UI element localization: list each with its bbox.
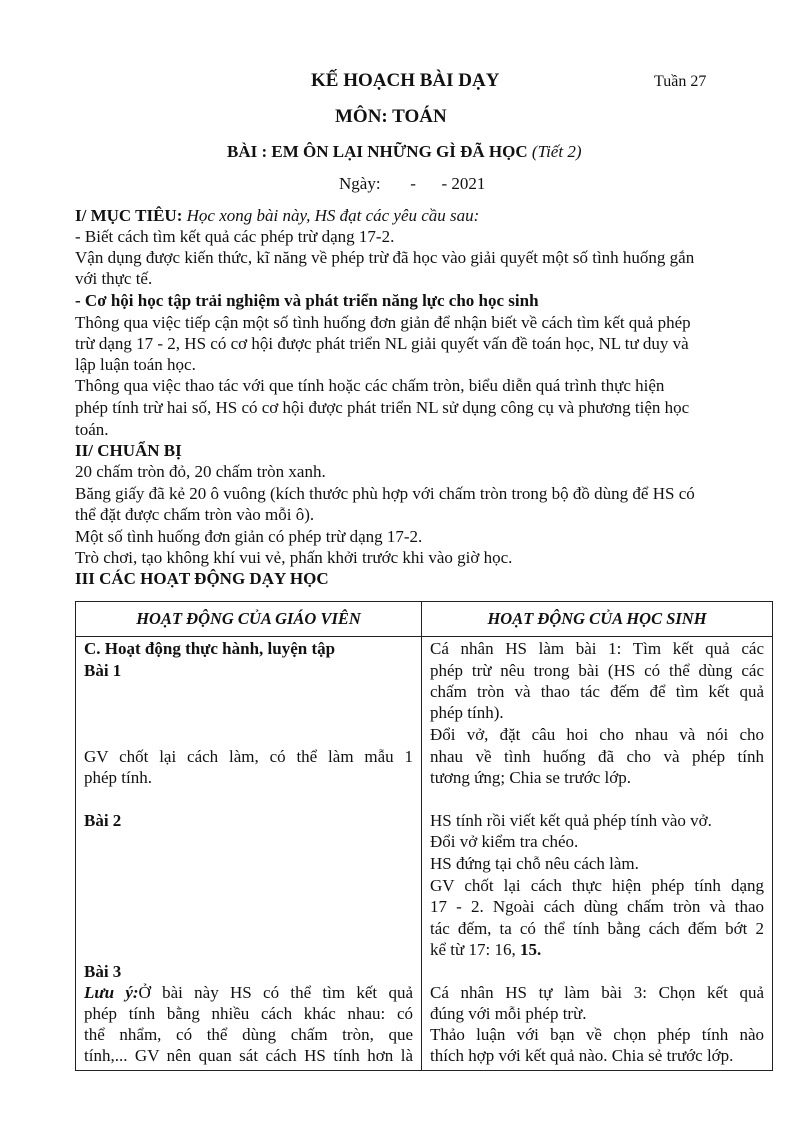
student-line: Cá nhân HS làm bài 1: Tìm kết quả các: [430, 639, 764, 658]
preparation-line: 20 chấm tròn đỏ, 20 chấm tròn xanh.: [75, 462, 326, 481]
student-line: nhau về tình huống đã cho và phép tính: [430, 747, 764, 766]
objective-line: toán.: [75, 420, 109, 439]
activities-heading: III CÁC HOẠT ĐỘNG DẠY HỌC: [75, 569, 329, 588]
student-line: GV chốt lại cách thực hiện phép tính dạng: [430, 876, 764, 895]
preparation-heading: II/ CHUẨN BỊ: [75, 441, 182, 460]
student-line-bold: 15.: [519, 940, 542, 959]
student-line: đúng với mỗi phép trừ.: [430, 1004, 587, 1023]
preparation-line: Băng giấy đã kẻ 20 ô vuông (kích thước phù hợp với chấm tròn trong bộ đồ dùng để HS có: [75, 484, 695, 503]
note-label: Lưu ý:: [84, 983, 139, 1002]
exercise-2-label: Bài 2: [84, 811, 122, 830]
teacher-line: GV chốt lại cách làm, có thể làm mẫu 1: [84, 747, 413, 766]
objective-line: - Biết cách tìm kết quả các phép trừ dạng 17-2.: [75, 227, 395, 246]
student-line-text: kể từ 17: 16,: [430, 940, 520, 959]
student-line: Đổi vở, đặt câu hoi cho nhau và nói cho: [430, 725, 764, 744]
lesson-name: BÀI : EM ÔN LẠI NHỮNG GÌ ĐÃ HỌC: [227, 142, 528, 161]
teacher-note-line: [84, 983, 413, 1003]
lesson-title: [227, 142, 582, 162]
teacher-cell: [76, 637, 422, 1071]
table-header-row: [76, 602, 773, 637]
objective-line: phép tính trừ hai số, HS có cơ hội được phát triển NL sử dụng công cụ và phương tiện học: [75, 398, 690, 417]
teacher-column-header: HOẠT ĐỘNG CỦA GIÁO VIÊN: [76, 602, 422, 637]
lesson-period: (Tiết 2): [531, 142, 582, 161]
student-line: tương ứng; Chia se trước lớp.: [430, 768, 631, 787]
student-line: Thảo luận với bạn về chọn phép tính nào: [430, 1025, 764, 1044]
student-line: HS đứng tại chỗ nêu cách làm.: [430, 854, 639, 873]
date-line: Ngày: - - 2021: [339, 174, 486, 193]
note-text: Ở bài này HS có thể tìm kết quả: [138, 983, 413, 1002]
teacher-note-line: phép tính bằng nhiều cách khác nhau: có: [84, 1004, 413, 1023]
objectives-heading-line: [75, 206, 775, 226]
student-column-header: HOẠT ĐỘNG CỦA HỌC SINH: [422, 602, 773, 637]
student-line: HS tính rồi viết kết quả phép tính vào vở.: [430, 811, 712, 830]
student-line: tác đếm, ta có thể tính bằng cách đếm bớt 2: [430, 919, 764, 938]
student-line: chấm tròn và thao tác đếm để tìm kết quả: [430, 682, 764, 701]
exercise-3-label: Bài 3: [84, 962, 122, 981]
objective-line: lập luận toán học.: [75, 355, 196, 374]
student-line: 17 - 2. Ngoài cách dùng chấm tròn và thao: [430, 897, 764, 916]
objective-line: Vận dụng được kiến thức, kĩ năng về phép trừ đã học vào giải quyết một số tình huống gắn: [75, 248, 695, 267]
preparation-line: Trò chơi, tạo không khí vui vẻ, phấn khởi trước khi vào giờ học.: [75, 548, 513, 567]
objectives-heading: I/ MỤC TIÊU:: [75, 206, 183, 225]
week-label: Tuần 27: [654, 73, 707, 90]
preparation-line: Một số tình huống đơn giản có phép trừ dạng 17-2.: [75, 527, 423, 546]
table-row: [76, 637, 773, 1071]
student-line: Cá nhân HS tự làm bài 3: Chọn kết quả: [430, 983, 764, 1002]
teacher-line: phép tính.: [84, 768, 152, 787]
student-cell: [422, 637, 773, 1071]
objectives-intro: Học xong bài này, HS đạt các yêu cầu sau:: [186, 206, 480, 225]
objective-line: với thực tế.: [75, 269, 153, 288]
subject-title: MÔN: TOÁN: [335, 106, 447, 127]
teacher-note-line: thể nhẩm, có thể dùng chấm tròn, que: [84, 1025, 413, 1044]
objective-line: Thông qua việc tiếp cận một số tình huống đơn giản để nhận biết về cách tìm kết quả phép: [75, 313, 691, 332]
student-line: thích hợp với kết quả nào. Chia sẻ trước lớp.: [430, 1046, 734, 1065]
student-line: phép trừ nêu trong bài (HS có thể dùng các: [430, 661, 764, 680]
exercise-1-label: Bài 1: [84, 661, 122, 680]
activities-table: [75, 601, 773, 1071]
student-line: Đổi vở kiểm tra chéo.: [430, 832, 579, 851]
teacher-note-line: tính,... GV nên quan sát cách HS tính hơn là: [84, 1046, 413, 1065]
objective-subheading: - Cơ hội học tập trải nghiệm và phát triển năng lực cho học sinh: [75, 291, 539, 310]
section-title: C. Hoạt động thực hành, luyện tập: [84, 639, 336, 658]
student-line: [430, 940, 764, 960]
preparation-line: thể đặt được chấm tròn vào mỗi ô).: [75, 505, 315, 524]
objective-line: trừ dạng 17 - 2, HS có cơ hội được phát triển NL giải quyết vấn đề toán học, NL tư duy và: [75, 334, 689, 353]
page-title: KẾ HOẠCH BÀI DẠY: [311, 70, 500, 91]
objective-line: Thông qua việc thao tác với que tính hoặc các chấm tròn, biểu diễn quá trình thực hiện: [75, 376, 665, 395]
student-line: phép tính).: [430, 703, 504, 722]
